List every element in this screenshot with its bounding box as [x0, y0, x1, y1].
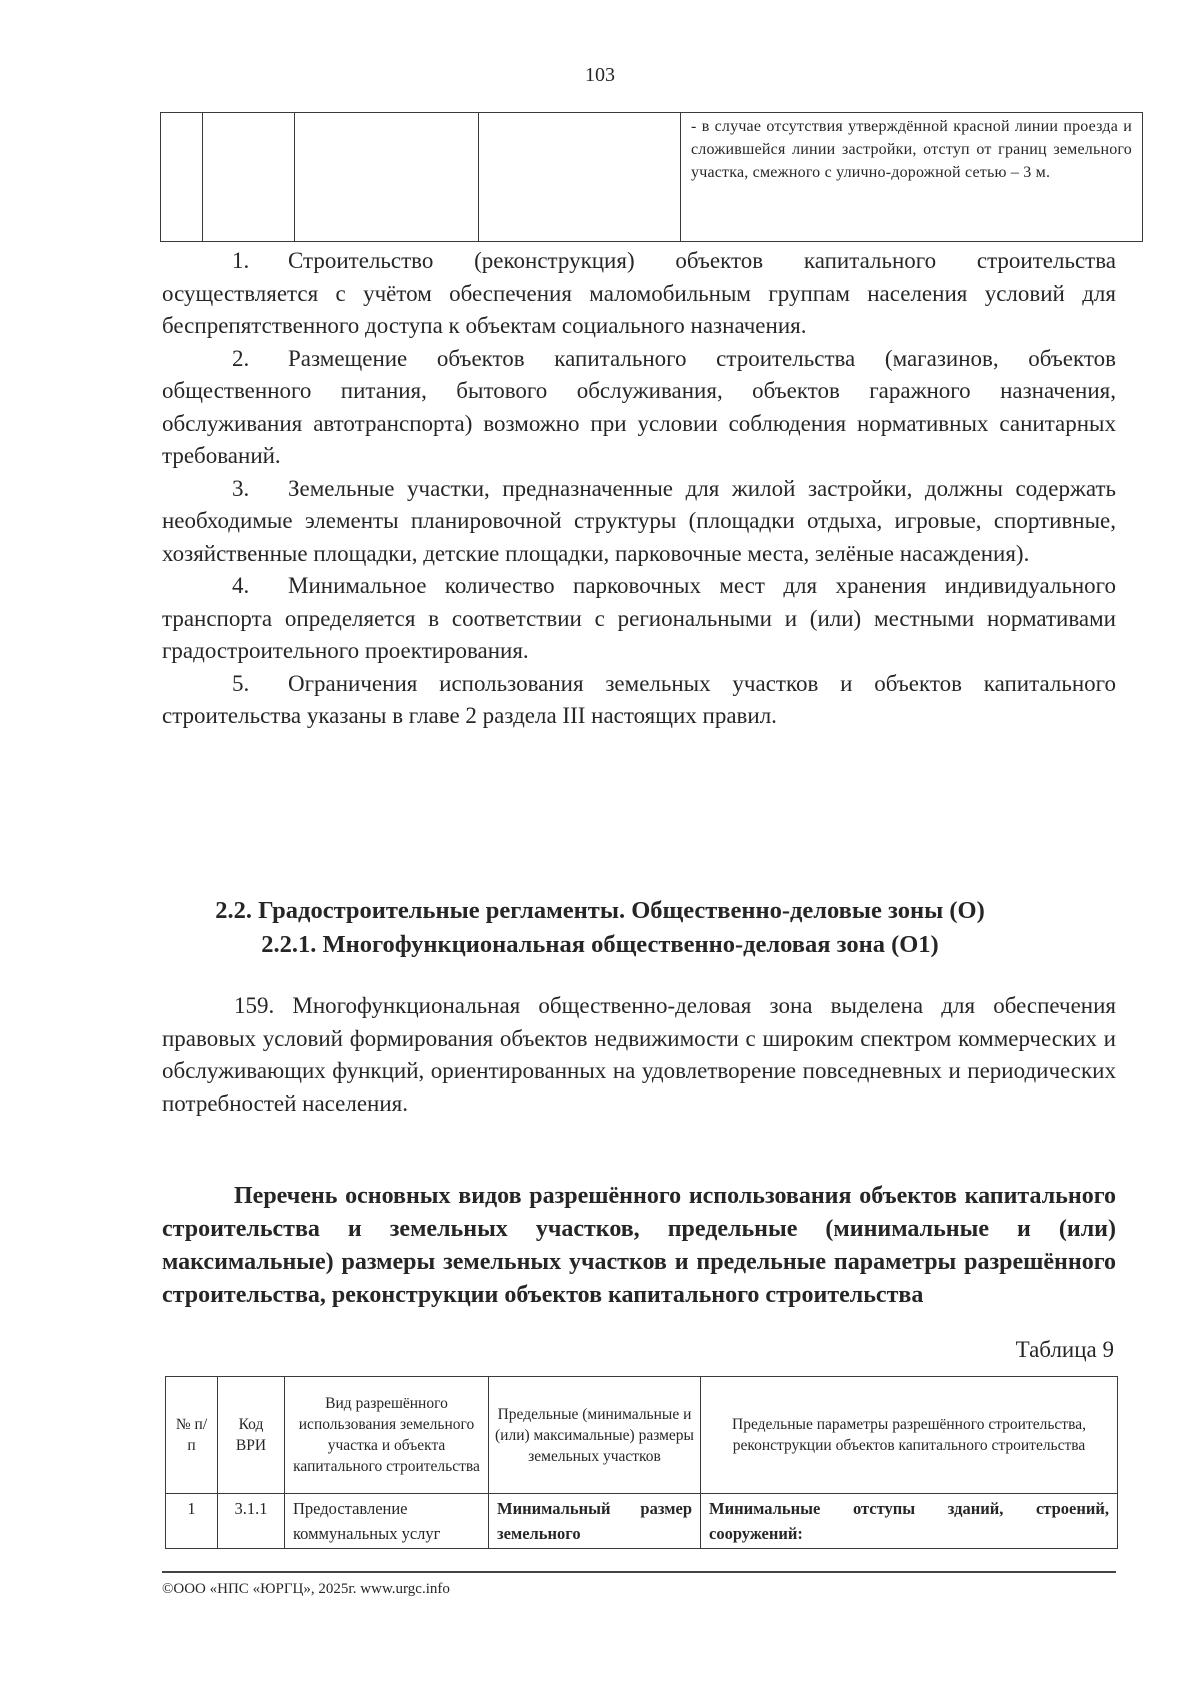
- footer-copyright: ©ООО «НПС «ЮРГЦ», 2025г. www.urgc.info: [162, 1581, 450, 1597]
- list-item-number: 1.: [232, 248, 250, 273]
- zone-paragraph: 159. Многофункциональная общественно-деловая зона выделена для обеспечения правовых условий формирования объектов недвижимости с широким спектром коммерческих и обслуживающих функций, ориентированных на удовлетворение повседневных и периодических потребностей населения.: [162, 993, 1116, 1116]
- cell-params: Минимальные отступы зданий, строений, сооружений:: [701, 1494, 1118, 1549]
- subsection-heading: 2.2.1. Многофункциональная общественно-деловая зона (О1): [261, 931, 939, 958]
- list-item-text: Минимальное количество парковочных мест для хранения индивидуального транспорта определяется в соответствии с региональными и (или) местными нормативами градостроительного проектирования.: [162, 573, 1116, 663]
- table-caption: Таблица 9: [1015, 1337, 1114, 1362]
- list-item: [162, 245, 1116, 343]
- cell-plot-size: Минимальный размер земельного: [489, 1494, 701, 1549]
- table-cell: [681, 113, 1143, 242]
- header-use-type: Вид разрешённого использования земельного участка и объекта капитального строительства: [285, 1377, 489, 1494]
- list-item: [162, 343, 1116, 473]
- list-item-text: Строительство (реконструкция) объектов капитального строительства осуществляется с учётом обеспечения маломобильным группам населения условий для беспрепятственного доступа к объектам социального назначения.: [162, 248, 1116, 338]
- page-number: 103: [585, 64, 615, 86]
- list-item: [162, 473, 1116, 571]
- list-item: [162, 570, 1116, 668]
- list-item: [162, 668, 1116, 733]
- list-item-text: Земельные участки, предназначенные для жилой застройки, должны содержать необходимые элементы планировочной структуры (площадки отдыха, игровые, спортивные, хозяйственные площадки, детские площадки, парковочные места, зелёные насаждения).: [162, 475, 1116, 566]
- continued-table: [160, 112, 1143, 242]
- list-item-number: 2.: [232, 345, 250, 371]
- list-item-number: 3.: [232, 475, 250, 501]
- footer-divider: [162, 1571, 1116, 1573]
- table-row: [166, 1494, 1118, 1549]
- section-headings: [0, 894, 1200, 962]
- header-code: Код ВРИ: [218, 1377, 285, 1494]
- cell-use-type: Предоставление коммунальных услуг: [285, 1494, 489, 1549]
- list-item-text: Размещение объектов капитального строительства (магазинов, объектов общественного питания, бытового обслуживания, объектов гаражного назначения, обслуживания автотранспорта) возможно при условии соблюдения нормативных санитарных требований.: [162, 345, 1116, 468]
- list-item-number: 5.: [232, 670, 250, 696]
- table-header-row: [166, 1377, 1118, 1494]
- list-item-text: Ограничения использования земельных участков и объектов капитального строительства указаны в главе 2 раздела III настоящих правил.: [162, 670, 1116, 728]
- cell-code: 3.1.1: [218, 1494, 285, 1549]
- section-heading: 2.2. Градостроительные регламенты. Общественно-деловые зоны (О): [215, 897, 985, 924]
- table-cell: [203, 113, 295, 242]
- table-cell: [161, 113, 203, 242]
- header-plot-size: Предельные (минимальные и (или) максимальные) размеры земельных участков: [489, 1377, 701, 1494]
- header-params: Предельные параметры разрешённого строительства, реконструкции объектов капитального строительства: [701, 1377, 1118, 1494]
- header-num: № п/п: [166, 1377, 218, 1494]
- list-item-number: 4.: [232, 573, 250, 598]
- setback-note: - в случае отсутствия утверждённой красной линии проезда и сложившейся линии застройки, отступ от границ земельного участка, смежного с улично-дорожной сетью – 3 м.: [691, 118, 1132, 181]
- table-9: [165, 1376, 1118, 1549]
- table-cell: [295, 113, 479, 242]
- zone-description: [162, 990, 1116, 1120]
- table-cell: [479, 113, 681, 242]
- table-row: [161, 113, 1143, 242]
- numbered-list: [162, 245, 1116, 733]
- perechen-heading: Перечень основных видов разрешённого использования объектов капитального строительства и земельных участков, предельные (минимальные и (или) максимальные) размеры земельных участков и предельные параметры разрешённого строительства, реконструкции объектов капитального строительства: [162, 1183, 1116, 1308]
- cell-num: 1: [166, 1494, 218, 1549]
